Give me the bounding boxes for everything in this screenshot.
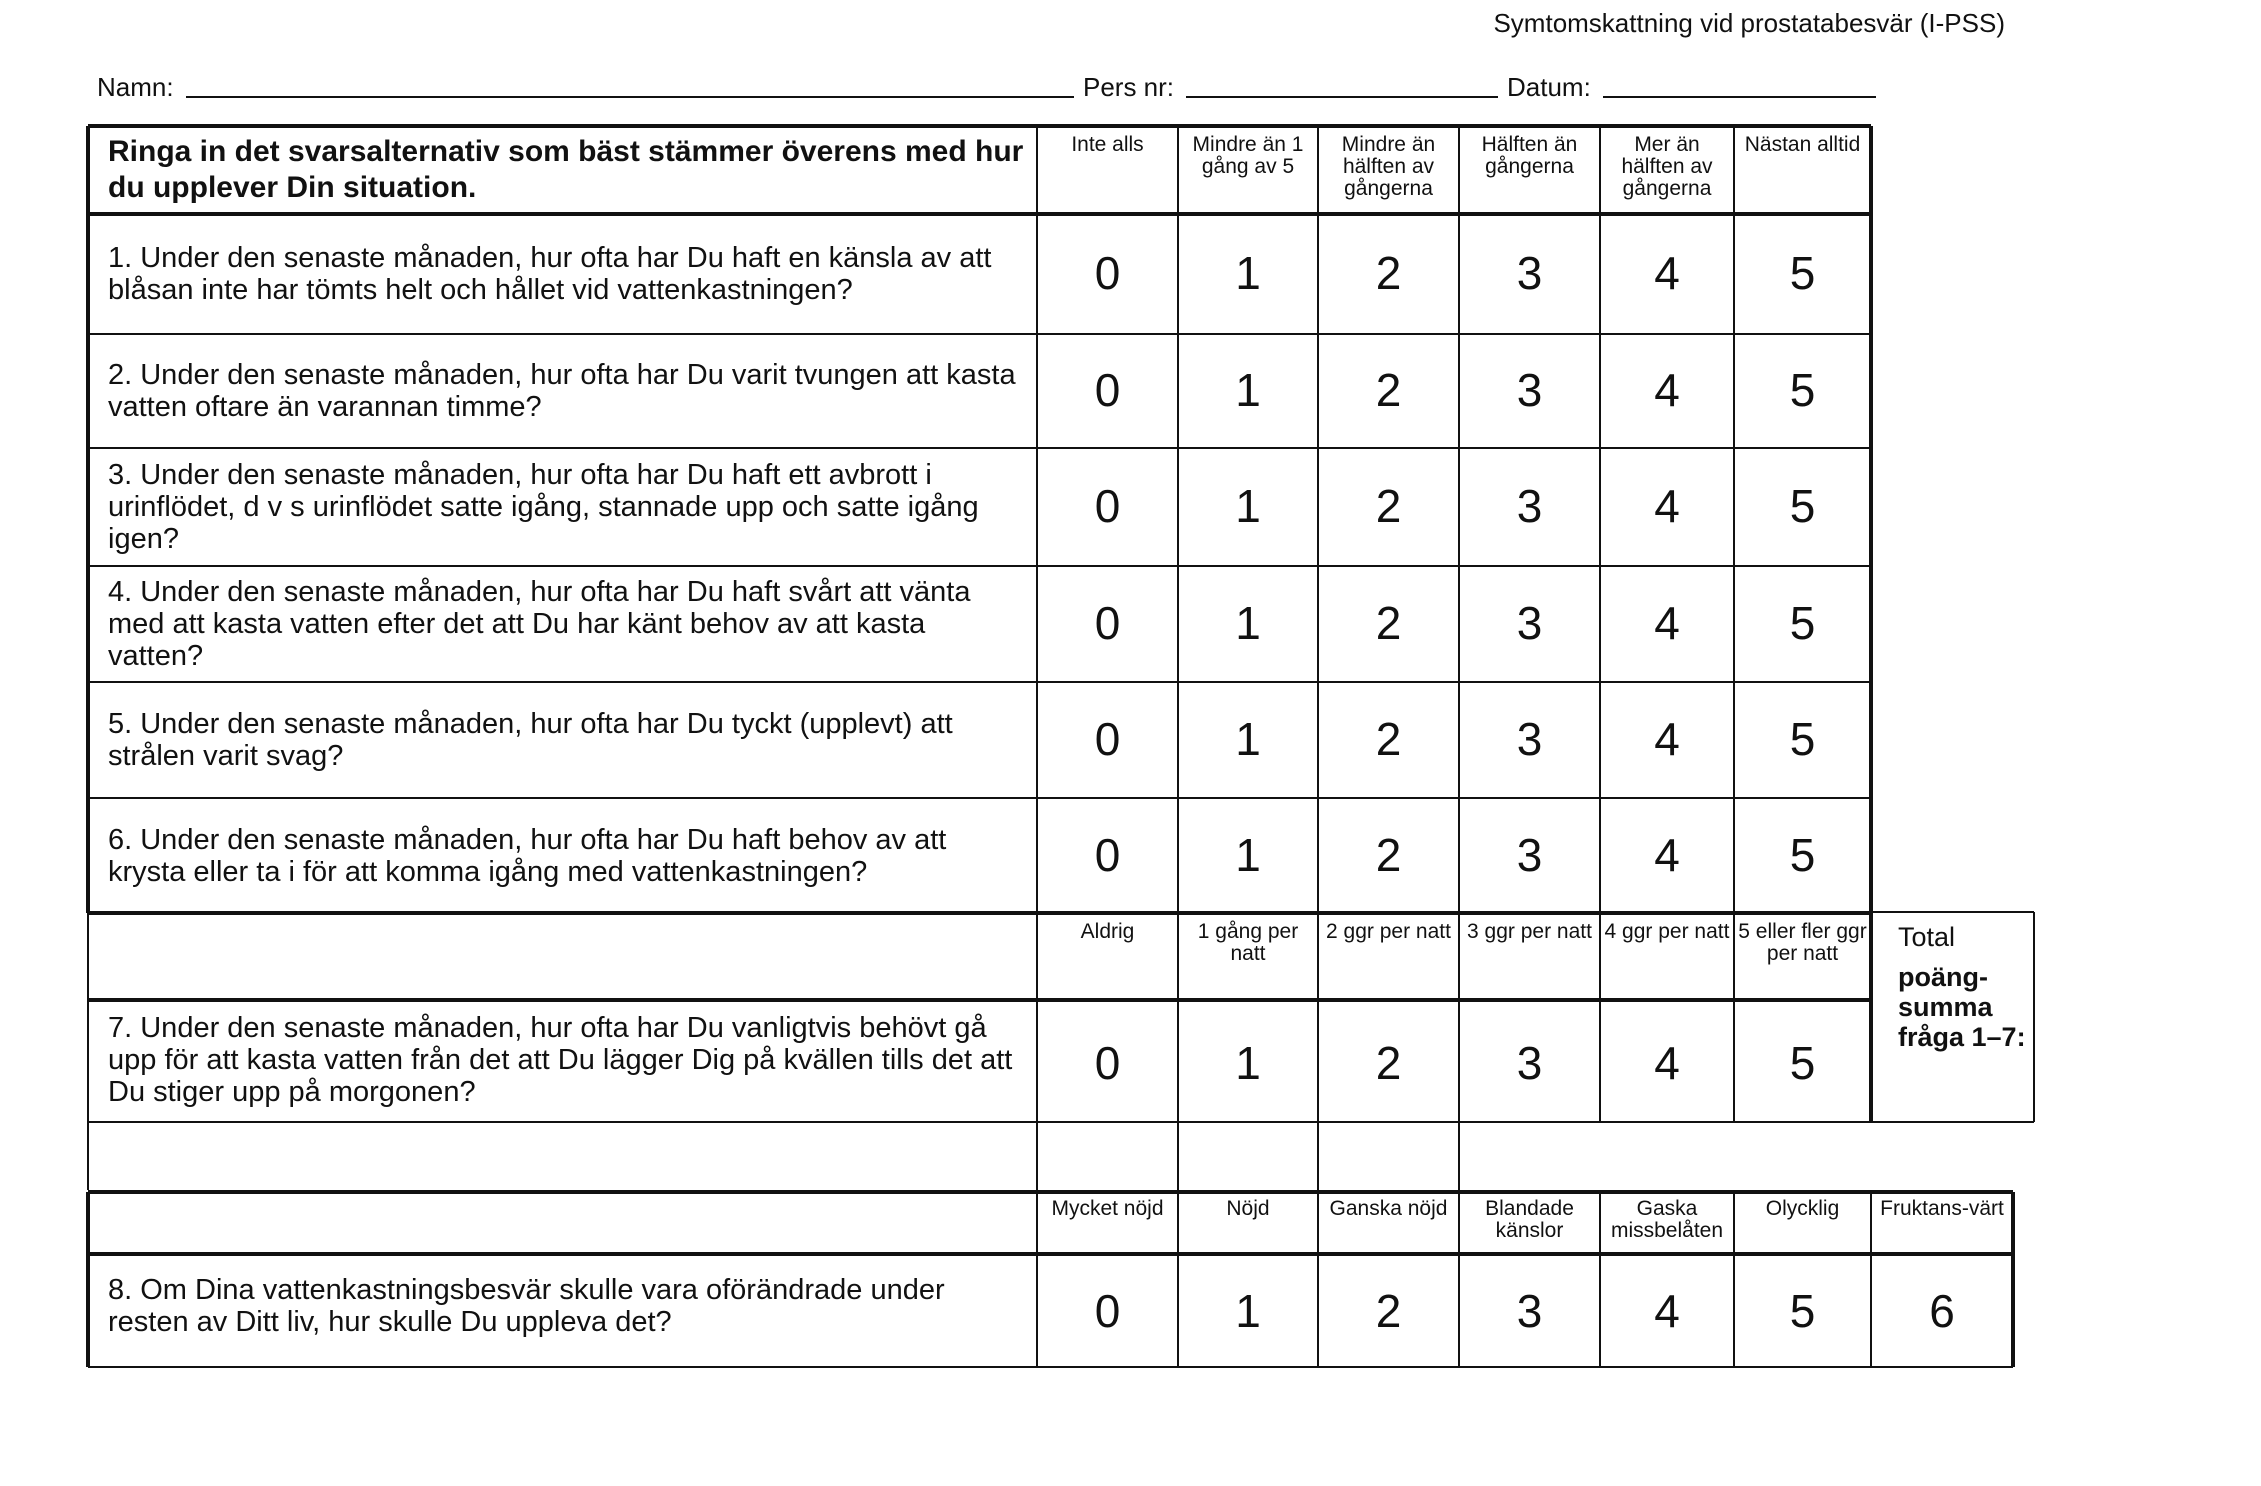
answer-option-score-text: 1 [1235, 480, 1261, 532]
table-rule [1177, 1122, 1179, 1192]
table-rule [86, 126, 90, 913]
table-rule [1458, 913, 1460, 1122]
answer-option-score[interactable] [1318, 214, 1459, 334]
column-header [1459, 1192, 1600, 1254]
question-6-text: 6. Under den senaste månaden, hur ofta har Du haft behov av att krysta eller ta i för att komma igång med vattenkastningen? [108, 823, 947, 888]
column-header [1318, 1192, 1459, 1254]
column-header [1178, 913, 1318, 1000]
column-header [1734, 1192, 1871, 1254]
answer-option-score-text: 3 [1516, 480, 1543, 532]
answer-option-score-text: 0 [1094, 364, 1121, 416]
pnr-label: Pers nr: [1083, 72, 1175, 102]
question-7 [88, 1000, 1037, 1122]
table-rule [88, 212, 1871, 216]
question-7-text: 7. Under den senaste månaden, hur ofta har Du vanligtvis behövt gå upp för att kasta vatten från det att Du lägger Dig på kvällen tills det att Du stiger upp på morgonen? [108, 1012, 1013, 1108]
answer-option-score[interactable] [1734, 1000, 1871, 1122]
answer-option-score[interactable] [1600, 682, 1734, 798]
table-rule [1317, 1122, 1319, 1192]
answer-option-score-text: 4 [1654, 364, 1680, 416]
section-header-blank [88, 913, 1037, 1000]
total-sum-label: poäng-summa fråga 1–7: [1898, 962, 2026, 1052]
answer-option-score[interactable] [1178, 798, 1318, 913]
answer-option-score[interactable] [1037, 566, 1178, 682]
answer-option-score[interactable] [1178, 1254, 1318, 1367]
answer-option-score-text: 3 [1516, 597, 1543, 649]
answer-option-score[interactable] [1734, 334, 1871, 448]
answer-option-score[interactable] [1734, 1254, 1871, 1367]
answer-option-score-text: 5 [1789, 247, 1816, 299]
table-rule [1177, 1192, 1179, 1367]
answer-option-score-text: 5 [1789, 1285, 1816, 1337]
answer-option-score-text: 5 [1789, 597, 1816, 649]
answer-option-score[interactable] [1037, 798, 1178, 913]
column-header-text: Ganska nöjd [1329, 1197, 1448, 1220]
column-header-text: Mycket nöjd [1051, 1197, 1164, 1220]
table-rule [88, 1190, 2013, 1194]
question-5 [88, 682, 1037, 798]
answer-option-score-text: 0 [1094, 713, 1121, 765]
table-rule [88, 1121, 1871, 1123]
answer-option-score[interactable] [1318, 1254, 1459, 1367]
table-rule [1036, 126, 1038, 913]
answer-option-score-text: 3 [1516, 247, 1543, 299]
answer-option-score[interactable] [1459, 334, 1600, 448]
column-header-text: Mindre än 1 gång av 5 [1192, 133, 1304, 178]
table-rule [1599, 126, 1601, 913]
table-rule [1036, 1192, 1038, 1367]
column-header-text: Inte alls [1071, 133, 1144, 156]
question-1 [88, 214, 1037, 334]
answer-option-score[interactable] [1178, 682, 1318, 798]
table-rule [88, 797, 1871, 799]
answer-option-score[interactable] [1734, 682, 1871, 798]
column-header-text: Blandade känslor [1485, 1197, 1574, 1242]
answer-option-score-text: 4 [1654, 247, 1680, 299]
answer-option-score-text: 4 [1654, 713, 1680, 765]
answer-option-score[interactable] [1178, 334, 1318, 448]
column-header [1037, 1192, 1178, 1254]
answer-option-score[interactable] [1037, 214, 1178, 334]
name-field[interactable] [186, 96, 1074, 98]
answer-option-score[interactable] [1734, 566, 1871, 682]
answer-option-score[interactable] [1459, 566, 1600, 682]
table-rule [1458, 126, 1460, 913]
answer-option-score[interactable] [1459, 1000, 1600, 1122]
answer-option-score-text: 4 [1654, 828, 1680, 881]
answer-option-score[interactable] [1600, 334, 1734, 448]
answer-option-score[interactable] [1178, 214, 1318, 334]
column-header-text: Fruktans-värt [1880, 1197, 2004, 1220]
answer-option-score-text: 0 [1094, 1037, 1121, 1089]
table-rule [1599, 913, 1601, 1122]
column-header [1037, 913, 1178, 1000]
answer-option-score-text: 3 [1516, 364, 1543, 416]
question-5-text: 5. Under den senaste månaden, hur ofta har Du tyckt (upplevt) att strålen varit svag? [108, 708, 953, 772]
answer-option-score-text: 3 [1516, 1037, 1543, 1089]
answer-option-score-text: 5 [1789, 1037, 1816, 1089]
column-header [1318, 913, 1459, 1000]
table-rule [86, 1192, 90, 1367]
question-6 [88, 798, 1037, 913]
answer-option-score[interactable] [1037, 334, 1178, 448]
column-header-text: Olycklig [1765, 1197, 1840, 1220]
column-header [1600, 1192, 1734, 1254]
column-header [1459, 913, 1600, 1000]
instructions-text: Ringa in det svarsalternativ som bäst stämmer överens med hur du upplever Din situation. [108, 135, 1024, 204]
answer-option-score[interactable] [1037, 1254, 1178, 1367]
answer-option-score-text: 0 [1094, 247, 1121, 299]
answer-option-score-text: 1 [1235, 713, 1261, 765]
answer-option-score[interactable] [1318, 682, 1459, 798]
table-rule [1177, 126, 1179, 913]
question-8-text: 8. Om Dina vattenkastningsbesvär skulle vara oförändrade under resten av Ditt liv, hur skulle Du uppleva det? [108, 1274, 945, 1338]
table-rule [88, 1252, 2013, 1256]
answer-option-score[interactable] [1037, 682, 1178, 798]
table-rule [88, 1366, 2013, 1368]
column-header-text: Nöjd [1226, 1197, 1270, 1220]
answer-option-score-text: 5 [1789, 480, 1816, 532]
name-label: Namn: [97, 72, 174, 102]
question-8 [88, 1254, 1037, 1367]
answer-option-score[interactable] [1600, 1000, 1734, 1122]
table-rule [88, 124, 1871, 128]
total-score-field[interactable] [1873, 1060, 2033, 1120]
instructions [88, 126, 1037, 214]
answer-option-score[interactable] [1600, 214, 1734, 334]
column-header-text: 2 ggr per natt [1326, 920, 1451, 943]
answer-option-score-text: 0 [1094, 480, 1121, 532]
column-header-text: Mindre än hälften av gångerna [1341, 133, 1436, 200]
answer-option-score[interactable] [1600, 1254, 1734, 1367]
answer-option-score-text: 4 [1654, 597, 1680, 649]
answer-option-score[interactable] [1318, 448, 1459, 566]
answer-option-score[interactable] [1871, 1254, 2013, 1367]
date-label: Datum: [1507, 72, 1591, 102]
table-rule [1317, 913, 1319, 1122]
table-rule [1458, 1192, 1460, 1367]
answer-option-score[interactable] [1459, 1254, 1600, 1367]
table-rule [88, 998, 1871, 1002]
answer-option-score-text: 2 [1375, 1285, 1402, 1337]
column-header [1600, 126, 1734, 214]
table-rule [1871, 911, 2034, 913]
table-rule [1733, 126, 1735, 913]
answer-option-score-text: 2 [1375, 828, 1402, 881]
answer-option-score-text: 0 [1094, 597, 1121, 649]
answer-option-score-text: 0 [1094, 1285, 1121, 1337]
answer-option-score-text: 1 [1235, 1037, 1261, 1089]
column-header-text: 5 eller fler ggr per natt [1738, 920, 1867, 965]
table-rule [1869, 126, 1873, 913]
answer-option-score[interactable] [1459, 214, 1600, 334]
question-2-text: 2. Under den senaste månaden, hur ofta har Du varit tvungen att kasta vatten oftare än varannan timme? [108, 359, 1016, 423]
table-rule [2033, 912, 2035, 1122]
answer-option-score[interactable] [1178, 1000, 1318, 1122]
answer-option-score-text: 1 [1235, 1285, 1261, 1337]
column-header-text: Mer än hälften av gångerna [1621, 133, 1713, 200]
section-header-blank [88, 1192, 1037, 1254]
answer-option-score-text: 5 [1789, 828, 1816, 881]
table-rule [1733, 913, 1735, 1122]
question-1-text: 1. Under den senaste månaden, hur ofta har Du haft en känsla av att blåsan inte har tömts helt och hållet vid vattenkastningen? [108, 242, 992, 306]
answer-option-score-text: 2 [1375, 597, 1402, 649]
answer-option-score-text: 5 [1789, 713, 1816, 765]
answer-option-score[interactable] [1318, 334, 1459, 448]
answer-option-score-text: 5 [1789, 364, 1816, 416]
question-2 [88, 334, 1037, 448]
answer-option-score-text: 1 [1235, 597, 1261, 649]
pnr-field[interactable] [1186, 96, 1498, 98]
column-header-text: Aldrig [1080, 920, 1135, 943]
answer-option-score[interactable] [1318, 566, 1459, 682]
table-rule [1599, 1192, 1601, 1367]
answer-option-score[interactable] [1600, 566, 1734, 682]
table-rule [1036, 1122, 1038, 1192]
column-header [1037, 126, 1178, 214]
table-rule [1177, 913, 1179, 1122]
column-header [1734, 126, 1871, 214]
column-header [1600, 913, 1734, 1000]
table-rule [87, 913, 89, 1122]
table-rule [1036, 913, 1038, 1122]
answer-option-score[interactable] [1734, 214, 1871, 334]
column-header [1178, 126, 1318, 214]
column-header [1318, 126, 1459, 214]
answer-option-score[interactable] [1459, 682, 1600, 798]
table-rule [88, 333, 1871, 335]
answer-option-score-text: 1 [1235, 828, 1261, 881]
question-4 [88, 566, 1037, 682]
column-header [1178, 1192, 1318, 1254]
answer-option-score[interactable] [1600, 448, 1734, 566]
column-header-text: 4 ggr per natt [1604, 920, 1730, 943]
column-header [1734, 913, 1871, 1000]
table-rule [87, 1122, 89, 1190]
answer-option-score[interactable] [1459, 798, 1600, 913]
column-header-text: Hälften än gångerna [1481, 133, 1578, 178]
answer-option-score[interactable] [1318, 798, 1459, 913]
table-rule [1458, 1122, 1460, 1192]
answer-option-score[interactable] [1178, 566, 1318, 682]
answer-option-score-text: 1 [1235, 247, 1261, 299]
answer-option-score[interactable] [1734, 798, 1871, 913]
question-3-text: 3. Under den senaste månaden, hur ofta har Du haft ett avbrott i urinflödet, d v s urinflödet satte igång, stannade upp och satte igång igen? [108, 459, 979, 555]
column-header-text: Nästan alltid [1744, 133, 1861, 156]
answer-option-score[interactable] [1178, 448, 1318, 566]
form-title: Symtomskattning vid prostatabesvär (I-PSS) [1493, 8, 2005, 38]
answer-option-score-text: 4 [1654, 480, 1680, 532]
answer-option-score[interactable] [1318, 1000, 1459, 1122]
table-rule [88, 447, 1871, 449]
question-3 [88, 448, 1037, 566]
answer-option-score-text: 2 [1375, 480, 1402, 532]
column-header-text: Gaska missbelåten [1610, 1197, 1724, 1242]
answer-option-score[interactable] [1734, 448, 1871, 566]
table-rule [1871, 1121, 2034, 1123]
total-label: Total [1898, 922, 1956, 952]
table-rule [2011, 1192, 2015, 1367]
answer-option-score-text: 3 [1516, 713, 1543, 765]
answer-option-score-text: 2 [1375, 1037, 1402, 1089]
answer-option-score[interactable] [1037, 1000, 1178, 1122]
answer-option-score-text: 6 [1929, 1285, 1955, 1337]
date-field[interactable] [1603, 96, 1876, 98]
answer-option-score[interactable] [1037, 448, 1178, 566]
answer-option-score-text: 0 [1094, 828, 1121, 881]
answer-option-score-text: 2 [1375, 713, 1402, 765]
question-4-text: 4. Under den senaste månaden, hur ofta har Du haft svårt att vänta med att kasta vatten efter det att Du har känt behov av att kasta vatten? [108, 576, 971, 672]
table-rule [1733, 1192, 1735, 1367]
table-rule [1317, 126, 1319, 913]
answer-option-score-text: 1 [1235, 364, 1261, 416]
answer-option-score-text: 2 [1375, 364, 1402, 416]
table-rule [1317, 1192, 1319, 1367]
table-rule [1870, 1192, 1872, 1367]
answer-option-score[interactable] [1459, 448, 1600, 566]
answer-option-score-text: 4 [1654, 1285, 1680, 1337]
column-header-text: 3 ggr per natt [1467, 920, 1592, 943]
column-header-text: 1 gång per natt [1197, 920, 1299, 965]
column-header [1459, 126, 1600, 214]
table-rule [88, 565, 1871, 567]
answer-option-score-text: 4 [1654, 1037, 1680, 1089]
answer-option-score[interactable] [1600, 798, 1734, 913]
answer-option-score-text: 2 [1375, 247, 1402, 299]
table-rule [88, 681, 1871, 683]
column-header [1871, 1192, 2013, 1254]
answer-option-score-text: 3 [1516, 1285, 1543, 1337]
answer-option-score-text: 3 [1516, 828, 1543, 881]
